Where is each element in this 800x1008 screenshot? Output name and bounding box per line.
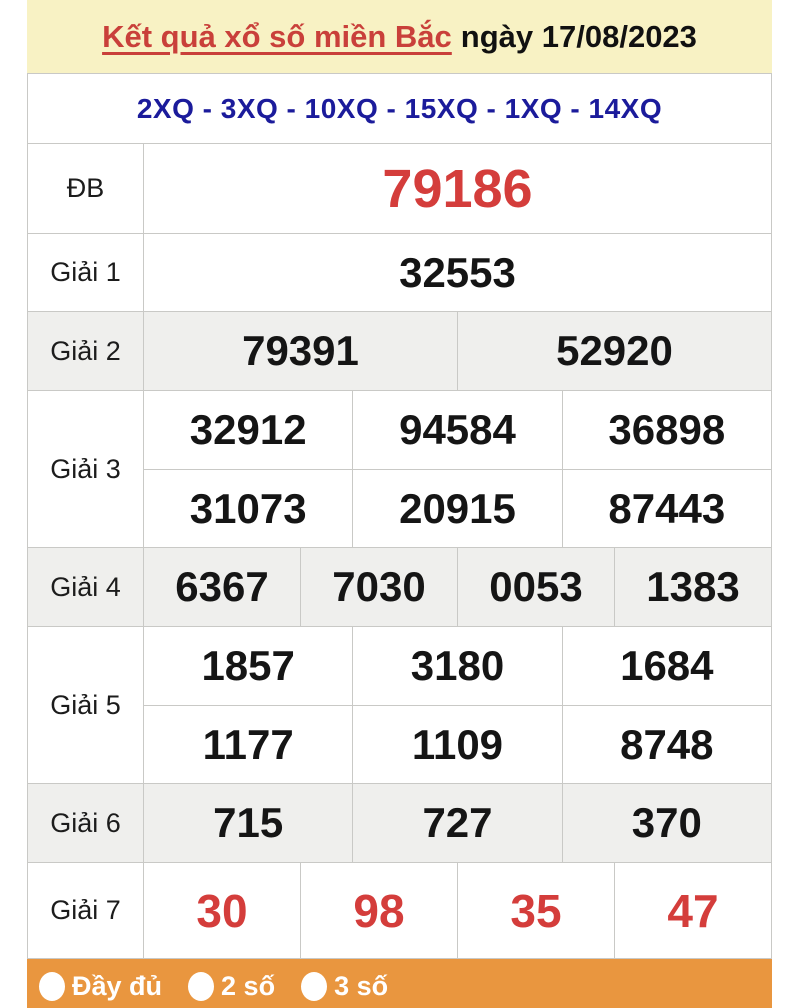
filter-option-full[interactable] [39,971,162,1002]
prize-label: Giải 3 [28,391,144,547]
filter-option-label: 3 số [334,971,389,1001]
row-prize-2 [28,311,771,390]
row-special-prize [28,143,771,233]
prize-number: 6367 [175,563,269,610]
prize-number: 1857 [201,642,295,689]
prize-number: 32553 [399,248,516,296]
lottery-results-page [27,0,772,1008]
prize-number: 727 [352,784,561,862]
prize-number: 370 [562,784,771,862]
prize-number: 32912 [189,406,307,453]
results-table [27,73,772,959]
prize-number: 98 [300,863,457,958]
prize-number: 35 [457,863,614,958]
results-banner [27,0,772,73]
prize-number: 79186 [382,158,533,219]
prize-number: 94584 [352,391,561,469]
prize-label: Giải 1 [28,234,144,311]
prize-label: Giải 5 [28,627,144,783]
prize-number: 1109 [352,706,561,783]
row-prize-4 [28,547,771,626]
prize-label: Giải 4 [28,548,144,626]
filter-option-label: Đầy đủ [72,971,163,1001]
prize-number: 715 [213,799,284,846]
prize-number: 20915 [352,470,561,547]
prize-label: ĐB [28,144,144,233]
radio-circle-icon[interactable] [188,972,214,1001]
results-date: ngày 17/08/2023 [460,18,697,54]
prize-number: 52920 [457,312,771,390]
row-prize-3 [28,390,771,547]
display-filter-bar [27,959,772,1008]
draw-codes: 2XQ - 3XQ - 10XQ - 15XQ - 1XQ - 14XQ [28,73,771,143]
row-prize-6 [28,783,771,862]
row-prize-5 [28,626,771,783]
prize-number: 1177 [202,720,294,768]
prize-label: Giải 7 [28,863,144,958]
row-prize-7 [28,862,771,958]
prize-number: 47 [614,863,771,958]
radio-circle-icon[interactable] [301,972,327,1001]
prize-number: 36898 [562,391,771,469]
prize-label: Giải 2 [28,312,144,390]
prize-number: 87443 [562,470,771,547]
prize-number: 7030 [300,548,457,626]
prize-number: 1383 [614,548,771,626]
prize-number: 8748 [562,706,771,783]
radio-circle-icon[interactable] [39,972,65,1001]
row-prize-1 [28,233,771,311]
prize-number: 1684 [562,627,771,705]
filter-option-label: 2 số [221,971,276,1001]
prize-number: 0053 [457,548,614,626]
prize-number: 79391 [242,327,359,374]
prize-number: 3180 [352,627,561,705]
filter-option-3-digits[interactable] [301,971,388,1002]
results-title-link[interactable]: Kết quả xổ số miền Bắc [102,18,452,54]
prize-number: 31073 [189,484,307,532]
prize-number: 30 [196,884,248,937]
prize-label: Giải 6 [28,784,144,862]
filter-option-2-digits[interactable] [188,971,275,1002]
